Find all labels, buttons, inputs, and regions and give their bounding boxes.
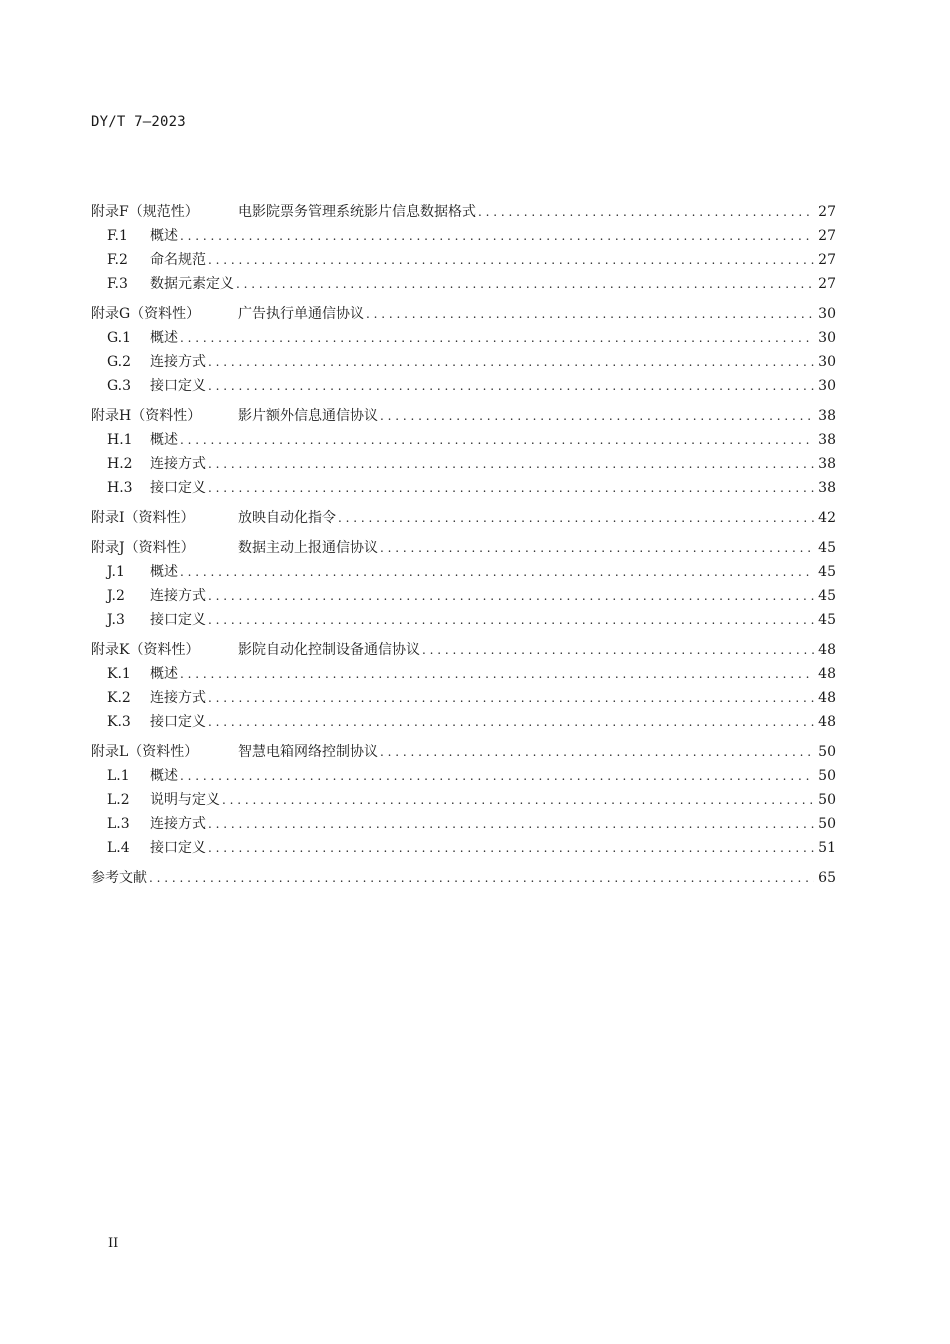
toc-entry-number: G.2 — [107, 354, 132, 370]
dot-leader — [208, 812, 814, 836]
dot-leader — [208, 686, 814, 710]
toc-entry-number: L.2 — [107, 792, 130, 808]
dot-leader — [180, 326, 814, 350]
dot-leader — [380, 536, 814, 560]
toc-page-number: 65 — [818, 870, 836, 886]
toc-page-number: 48 — [818, 690, 836, 706]
toc-entry-title: 连接方式 — [150, 816, 206, 832]
toc-entry-number: K.2 — [107, 690, 131, 706]
toc-entry-label — [107, 272, 234, 296]
toc-entry-title: 连接方式 — [150, 456, 206, 472]
toc-page-number: 45 — [818, 612, 836, 628]
toc-entry-title: 影片额外信息通信协议 — [238, 408, 378, 424]
toc-entry-number: L.4 — [107, 840, 130, 856]
toc-entry-title: 接口定义 — [150, 840, 206, 856]
toc-entry-label — [107, 224, 178, 248]
dot-leader — [180, 764, 814, 788]
toc-entry-number: J.3 — [107, 612, 125, 628]
toc-page-number: 42 — [818, 510, 836, 526]
toc-entry-title: 放映自动化指令 — [238, 510, 336, 526]
dot-leader — [422, 638, 814, 662]
dot-leader — [208, 584, 814, 608]
dot-leader — [380, 404, 814, 428]
toc-page-number: 30 — [818, 330, 836, 346]
toc-page-number: 38 — [818, 432, 836, 448]
toc-subsection-entry[interactable] — [91, 452, 836, 476]
dot-leader — [338, 506, 814, 530]
toc-page-number: 38 — [818, 456, 836, 472]
toc-entry-label — [107, 584, 206, 608]
toc-references-entry[interactable] — [91, 866, 836, 890]
toc-page-number: 30 — [818, 306, 836, 322]
toc-subsection-entry[interactable] — [91, 584, 836, 608]
toc-entry-label — [107, 686, 206, 710]
toc-entry-label — [107, 248, 206, 272]
toc-page-number: 30 — [818, 354, 836, 370]
toc-page-number: 45 — [818, 540, 836, 556]
dot-leader — [180, 224, 814, 248]
toc-subsection-entry[interactable] — [91, 248, 836, 272]
dot-leader — [208, 248, 814, 272]
dot-leader — [208, 452, 814, 476]
toc-entry-label — [107, 836, 206, 860]
toc-entry-title: 电影院票务管理系统影片信息数据格式 — [238, 204, 476, 220]
toc-entry-title: 概述 — [150, 228, 178, 244]
dot-leader — [236, 272, 814, 296]
toc-subsection-entry[interactable] — [91, 686, 836, 710]
toc-subsection-entry[interactable] — [91, 272, 836, 296]
toc-entry-label — [107, 326, 178, 350]
toc-subsection-entry[interactable] — [91, 662, 836, 686]
toc-entry-title: 接口定义 — [150, 714, 206, 730]
toc-entry-title: 影院自动化控制设备通信协议 — [238, 642, 420, 658]
toc-page-number: 50 — [818, 792, 836, 808]
dot-leader — [180, 428, 814, 452]
toc-page-number: 27 — [818, 228, 836, 244]
toc-entry-title: 说明与定义 — [150, 792, 220, 808]
toc-appendix-entry[interactable] — [91, 302, 836, 326]
toc-subsection-entry[interactable] — [91, 788, 836, 812]
toc-entry-title: 广告执行单通信协议 — [238, 306, 364, 322]
toc-entry-title: 参考文献 — [91, 870, 147, 886]
dot-leader — [380, 740, 814, 764]
toc-subsection-entry[interactable] — [91, 836, 836, 860]
toc-entry-number: F.1 — [107, 228, 128, 244]
toc-entry-label — [107, 710, 206, 734]
toc-subsection-entry[interactable] — [91, 374, 836, 398]
toc-subsection-entry[interactable] — [91, 476, 836, 500]
toc-entry-number: K.1 — [107, 666, 131, 682]
toc-entry-number: 附录K（资料性） — [91, 642, 200, 658]
toc-page-number: 38 — [818, 408, 836, 424]
toc-entry-title: 接口定义 — [150, 480, 206, 496]
toc-entry-label — [107, 812, 206, 836]
toc-entry-label — [91, 506, 336, 530]
toc-subsection-entry[interactable] — [91, 326, 836, 350]
dot-leader — [180, 560, 814, 584]
toc-entry-label — [91, 404, 378, 428]
toc-entry-label — [91, 536, 378, 560]
dot-leader — [208, 350, 814, 374]
toc-entry-number: J.1 — [107, 564, 125, 580]
toc-entry-title: 概述 — [150, 666, 178, 682]
toc-entry-number: 附录H（资料性） — [91, 408, 202, 424]
toc-entry-title: 连接方式 — [150, 690, 206, 706]
toc-entry-number: J.2 — [107, 588, 125, 604]
toc-entry-number: L.3 — [107, 816, 130, 832]
toc-entry-number: F.2 — [107, 252, 128, 268]
toc-entry-label — [107, 788, 220, 812]
toc-entry-label — [91, 302, 364, 326]
toc-entry-number: 附录J（资料性） — [91, 540, 195, 556]
dot-leader — [366, 302, 814, 326]
toc-page-number: 50 — [818, 816, 836, 832]
toc-entry-label — [107, 476, 206, 500]
toc-entry-number: G.1 — [107, 330, 132, 346]
dot-leader — [208, 836, 814, 860]
toc-appendix-entry[interactable] — [91, 740, 836, 764]
toc-page-number: 48 — [818, 666, 836, 682]
toc-appendix-entry[interactable] — [91, 404, 836, 428]
toc-entry-title: 概述 — [150, 432, 178, 448]
toc-entry-label — [91, 638, 420, 662]
toc-entry-title: 概述 — [150, 330, 178, 346]
toc-entry-number: 附录I（资料性） — [91, 510, 195, 526]
toc-page-number: 45 — [818, 588, 836, 604]
toc-page-number: 27 — [818, 252, 836, 268]
table-of-contents — [91, 200, 836, 890]
toc-entry-number: K.3 — [107, 714, 131, 730]
toc-subsection-entry[interactable] — [91, 560, 836, 584]
toc-page-number: 50 — [818, 768, 836, 784]
toc-entry-title: 接口定义 — [150, 378, 206, 394]
toc-subsection-entry[interactable] — [91, 764, 836, 788]
toc-entry-label — [91, 866, 147, 890]
toc-page-number: 51 — [818, 840, 836, 856]
dot-leader — [208, 710, 814, 734]
toc-entry-number: F.3 — [107, 276, 128, 292]
toc-entry-title: 概述 — [150, 564, 178, 580]
toc-entry-label — [107, 452, 206, 476]
toc-entry-label — [91, 740, 378, 764]
toc-entry-title: 智慧电箱网络控制协议 — [238, 744, 378, 760]
toc-page-number: 50 — [818, 744, 836, 760]
toc-entry-number: H.2 — [107, 456, 133, 472]
toc-page-number: 27 — [818, 204, 836, 220]
toc-subsection-entry[interactable] — [91, 428, 836, 452]
toc-entry-number: H.1 — [107, 432, 133, 448]
toc-entry-title: 概述 — [150, 768, 178, 784]
toc-entry-number: G.3 — [107, 378, 132, 394]
dot-leader — [208, 476, 814, 500]
toc-page-number: 48 — [818, 714, 836, 730]
toc-page-number: 38 — [818, 480, 836, 496]
toc-entry-title: 命名规范 — [150, 252, 206, 268]
toc-entry-label — [107, 428, 178, 452]
toc-entry-label — [107, 662, 178, 686]
toc-entry-label — [91, 200, 476, 224]
toc-entry-label — [107, 374, 206, 398]
dot-leader — [180, 662, 814, 686]
toc-entry-label — [107, 764, 178, 788]
toc-entry-number: 附录L（资料性） — [91, 744, 199, 760]
toc-entry-title: 数据元素定义 — [150, 276, 234, 292]
toc-entry-number: 附录G（资料性） — [91, 306, 201, 322]
dot-leader — [478, 200, 814, 224]
toc-page-number: 45 — [818, 564, 836, 580]
toc-subsection-entry[interactable] — [91, 224, 836, 248]
toc-entry-title: 接口定义 — [150, 612, 206, 628]
toc-entry-label — [107, 608, 206, 632]
toc-appendix-entry[interactable] — [91, 200, 836, 224]
dot-leader — [222, 788, 814, 812]
dot-leader — [149, 866, 814, 890]
toc-entry-label — [107, 350, 206, 374]
toc-entry-number: 附录F（规范性） — [91, 204, 199, 220]
toc-page-number: 48 — [818, 642, 836, 658]
toc-entry-label — [107, 560, 178, 584]
toc-subsection-entry[interactable] — [91, 710, 836, 734]
dot-leader — [208, 374, 814, 398]
toc-appendix-entry[interactable] — [91, 506, 836, 530]
toc-entry-number: L.1 — [107, 768, 130, 784]
toc-page-number: 30 — [818, 378, 836, 394]
toc-subsection-entry[interactable] — [91, 608, 836, 632]
toc-subsection-entry[interactable] — [91, 350, 836, 374]
toc-entry-title: 连接方式 — [150, 588, 206, 604]
toc-entry-title: 连接方式 — [150, 354, 206, 370]
toc-appendix-entry[interactable] — [91, 638, 836, 662]
toc-page-number: 27 — [818, 276, 836, 292]
document-code: DY/T 7—2023 — [91, 114, 186, 130]
toc-entry-title: 数据主动上报通信协议 — [238, 540, 378, 556]
dot-leader — [208, 608, 814, 632]
toc-entry-number: H.3 — [107, 480, 133, 496]
toc-subsection-entry[interactable] — [91, 812, 836, 836]
toc-appendix-entry[interactable] — [91, 536, 836, 560]
page-number: II — [108, 1236, 119, 1251]
